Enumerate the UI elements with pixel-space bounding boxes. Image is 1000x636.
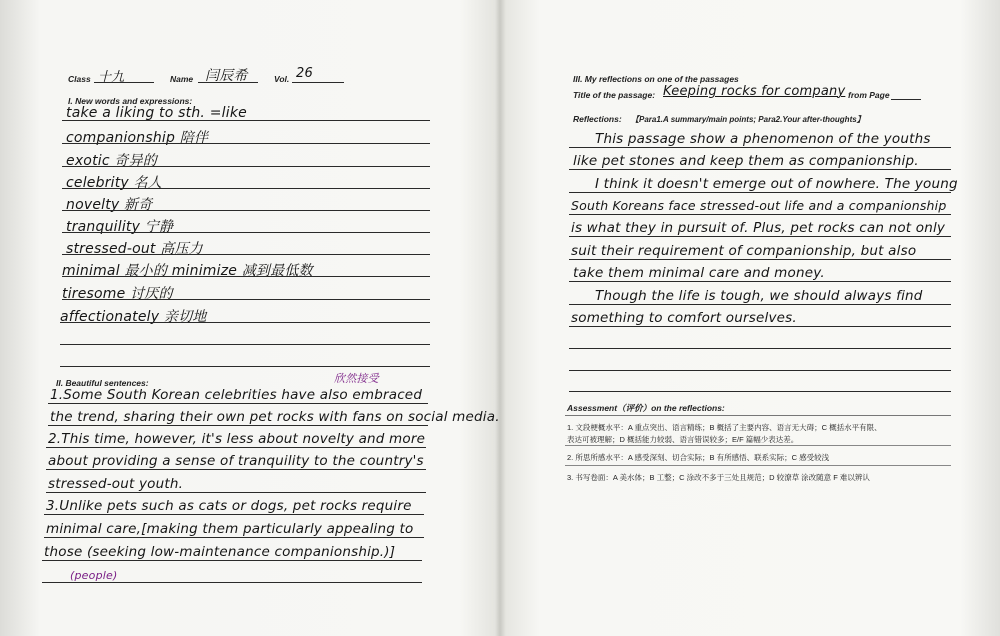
- word-item: novelty 新奇: [66, 197, 153, 213]
- sentence-line: those (seeking low-maintenance companionship.)]: [44, 544, 396, 560]
- reflection-line: is what they in pursuit of. Plus, pet rocks can not only: [571, 220, 946, 236]
- ruled-line: [48, 403, 428, 404]
- word-item: companionship 陪伴: [66, 130, 209, 146]
- ruled-line: [569, 304, 951, 305]
- reflection-line: take them minimal care and money.: [573, 265, 825, 281]
- ruled-line: [569, 391, 951, 392]
- reflections-hint: 【Para1.A summary/main points; Para2.Your after-thoughts】: [631, 115, 865, 124]
- ruled-line: [62, 299, 430, 300]
- word-item: take a liking to sth. =like: [66, 105, 247, 121]
- passage-title-value: Keeping rocks for company: [663, 84, 846, 99]
- ruled-line: [60, 322, 430, 323]
- from-page-label: from Page: [848, 90, 890, 100]
- sentence-line: 2.This time, however, it's less about novelty and more: [48, 431, 426, 447]
- page-number-line: [891, 99, 921, 100]
- class-value: 十九: [98, 70, 125, 85]
- reflection-line: South Koreans face stressed-out life and a companionship: [571, 198, 947, 213]
- sentence-line: 1.Some South Korean celebrities have also embraced: [50, 387, 423, 403]
- ruled-line: [60, 344, 430, 345]
- name-label: Name: [170, 74, 194, 84]
- reflection-line: something to comfort ourselves.: [571, 310, 797, 326]
- reflection-line: I think it doesn't emerge out of nowhere. The young: [595, 176, 958, 192]
- section2-title: II. Beautiful sentences:: [56, 378, 149, 388]
- ruled-line: [569, 281, 951, 282]
- ruled-line: [60, 366, 430, 367]
- assessment-line: 3. 书写卷面：A 美水体；B 工整；C 涂改不多于三处且规范；D 较潦草 涂改随意 F 难以辨认: [567, 473, 870, 482]
- section1-title: I. New words and expressions:: [68, 96, 193, 106]
- right-page: [503, 0, 1000, 636]
- ruled-line: [62, 166, 430, 167]
- reflection-line: like pet stones and keep them as companionship.: [573, 153, 919, 169]
- ruled-line: [569, 326, 951, 327]
- word-item: tranquility 宁静: [66, 219, 174, 235]
- assessment-line: 表达可被理解；D 概括能力较弱、语言错误较多；E/F 篇幅少表达差。: [567, 435, 799, 444]
- assessment-line: 1. 文段梗概水平：A 重点突出、语言精练；B 概括了主要内容、语言无大碍；C 概括水平有限、: [567, 423, 882, 432]
- ruled-line: [569, 192, 951, 193]
- ruled-line: [565, 445, 951, 446]
- word-item: exotic 奇异的: [66, 153, 157, 169]
- word-item: affectionately 亲切地: [60, 309, 207, 325]
- ruled-line: [62, 254, 430, 255]
- ruled-line: [569, 147, 951, 148]
- reflections-label: Reflections:: [573, 114, 622, 124]
- sentence-line: minimal care,[making them particularly appealing to: [46, 521, 414, 537]
- name-line: [198, 82, 258, 83]
- sentence-line: the trend, sharing their own pet rocks with fans on social media.: [50, 409, 500, 425]
- word-item: minimal 最小的 minimize 减到最低数: [62, 263, 313, 279]
- ruled-line: [42, 582, 422, 583]
- vol-line: [292, 82, 344, 83]
- ruled-line: [569, 259, 951, 260]
- ruled-line: [46, 447, 426, 448]
- ruled-line: [569, 370, 951, 371]
- ruled-line: [42, 560, 422, 561]
- vol-value: 26: [296, 66, 313, 81]
- word-item: stressed-out 高压力: [66, 241, 203, 257]
- ruled-line: [569, 348, 951, 349]
- passage-title-label: Title of the passage:: [573, 90, 656, 100]
- vol-label: Vol.: [274, 74, 290, 84]
- sentence-line: about providing a sense of tranquility to the country's: [48, 453, 424, 469]
- reflection-line: This passage show a phenomenon of the youths: [595, 131, 931, 147]
- ruled-line: [569, 169, 951, 170]
- left-page: [0, 0, 498, 636]
- section3-title: III. My reflections on one of the passages: [573, 74, 739, 84]
- assessment-title: Assessment（评价）on the reflections:: [567, 403, 725, 413]
- ruled-line: [48, 425, 428, 426]
- ruled-line: [62, 210, 430, 211]
- class-label: Class: [68, 74, 91, 84]
- ruled-line: [62, 143, 430, 144]
- ruled-line: [565, 415, 951, 416]
- ruled-line: [62, 276, 430, 277]
- insertion-annotation: (people): [70, 569, 118, 582]
- ruled-line: [569, 214, 951, 215]
- ruled-line: [565, 465, 951, 466]
- ruled-line: [62, 188, 430, 189]
- ruled-line: [44, 537, 424, 538]
- name-value: 闫辰希: [205, 68, 248, 84]
- ruled-line: [62, 120, 430, 121]
- reflection-line: suit their requirement of companionship, but also: [571, 243, 917, 259]
- sentence-line: stressed-out youth.: [48, 476, 184, 492]
- margin-annotation: 欣然接受: [334, 372, 379, 385]
- ruled-line: [46, 469, 426, 470]
- word-item: celebrity 名人: [66, 175, 162, 191]
- class-line: [94, 82, 154, 83]
- word-item: tiresome 讨厌的: [62, 286, 173, 302]
- ruled-line: [62, 232, 430, 233]
- ruled-line: [569, 236, 951, 237]
- ruled-line: [44, 514, 424, 515]
- sentence-line: 3.Unlike pets such as cats or dogs, pet rocks require: [46, 498, 412, 514]
- assessment-line: 2. 所思所感水平：A 感受深刻、切合实际；B 有所感悟、联系实际；C 感受较浅: [567, 453, 830, 462]
- ruled-line: [46, 492, 426, 493]
- reflection-line: Though the life is tough, we should always find: [595, 288, 923, 304]
